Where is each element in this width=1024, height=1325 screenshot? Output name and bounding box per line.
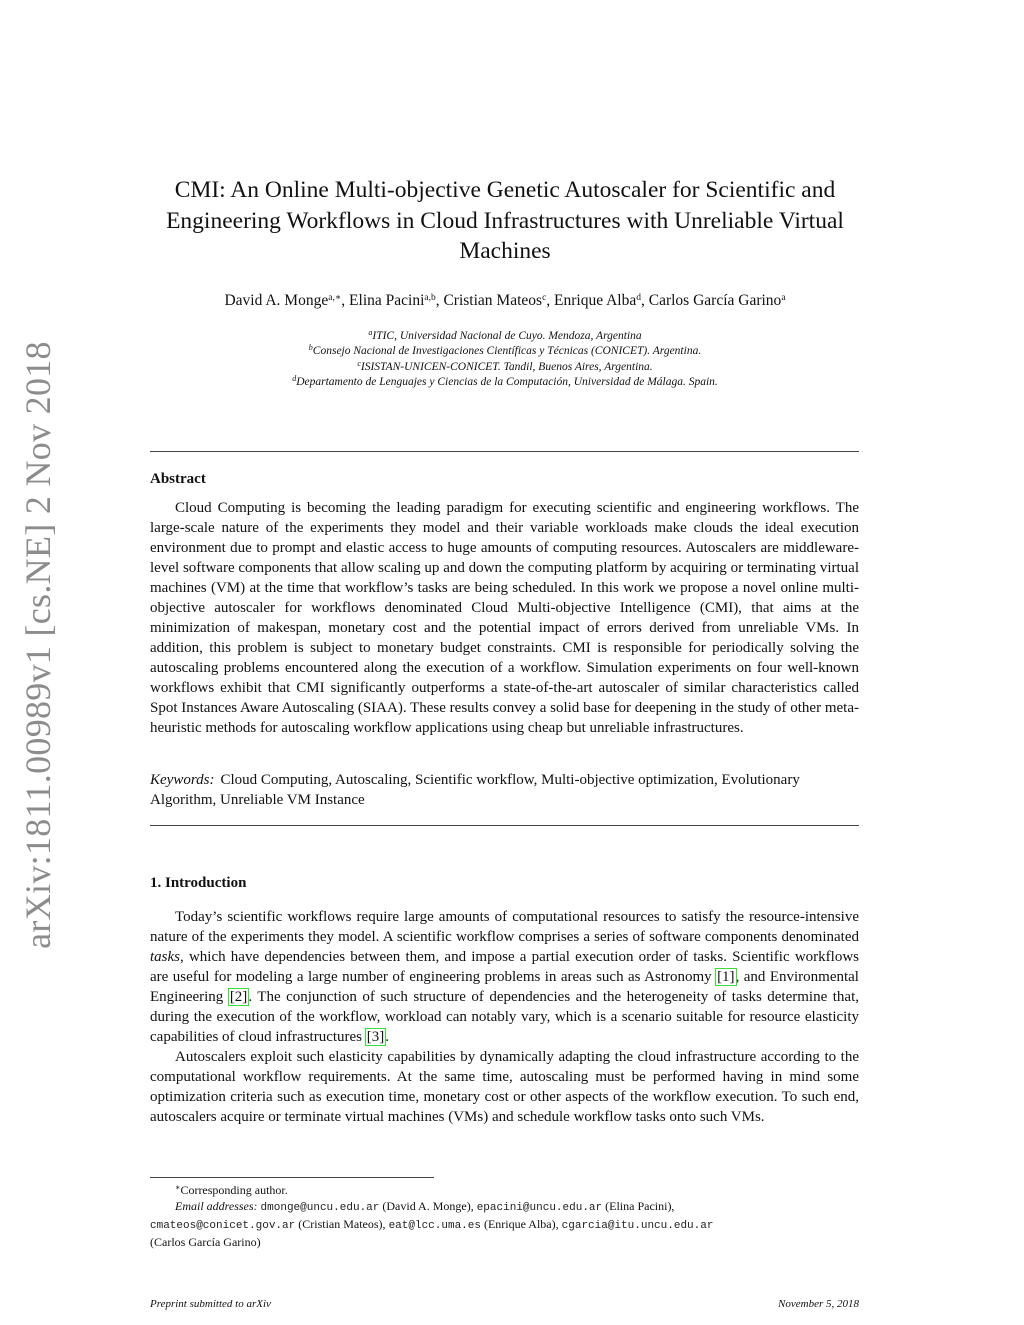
introduction-heading: 1. Introduction xyxy=(150,875,247,891)
affiliation-text: ITIC, Universidad Nacional de Cuyo. Mendoza, Argentina xyxy=(372,330,642,342)
affiliation-text: ISISTAN-UNICEN-CONICET. Tandil, Buenos Aires, Argentina. xyxy=(360,360,653,373)
paragraph-text: , and Environmental Engineering xyxy=(150,969,859,1005)
page-footer xyxy=(150,1297,859,1311)
author-separator: , xyxy=(641,292,649,309)
abstract-bottom-rule xyxy=(150,825,859,826)
affiliation-list xyxy=(150,329,860,390)
affiliation xyxy=(150,344,860,359)
author-affil-mark: c xyxy=(542,293,547,303)
introduction-paragraph-1 xyxy=(150,907,859,1047)
author-name: Elina Pacini xyxy=(349,292,425,309)
keywords-label: Keywords: xyxy=(150,772,215,788)
email-link[interactable]: cmateos@conicet.gov.ar xyxy=(150,1220,296,1232)
title-line: Engineering Workflows in Cloud Infrastructures with Unreliable Virtual xyxy=(166,207,844,234)
affiliation-mark: b xyxy=(308,343,313,353)
affiliation-text: Departamento de Lenguajes y Ciencias de la Computación, Universidad de Málaga. Spain. xyxy=(296,375,718,388)
author-affil-mark: a,b xyxy=(424,293,436,303)
author-separator: , xyxy=(546,292,555,309)
footnote-mark: ∗ xyxy=(175,1183,181,1192)
footnote-emails-line-3: (Carlos García Garino) xyxy=(150,1235,261,1249)
paragraph-text: . xyxy=(385,1029,390,1045)
affiliation-text: Consejo Nacional de Investigaciones Científicas y Técnicas (CONICET). Argentina. xyxy=(312,345,702,358)
author-name: Carlos García Garino xyxy=(648,292,782,309)
title-line: CMI: An Online Multi-objective Genetic Autoscaler for Scientific and xyxy=(174,177,836,203)
citation-link-3[interactable]: [3] xyxy=(366,1029,385,1045)
email-owner: (Enrique Alba), xyxy=(483,1217,559,1231)
abstract-heading: Abstract xyxy=(150,471,206,487)
introduction-paragraph-2: Autoscalers exploit such elasticity capabilities by dynamically adapting the cloud infrastructure according to the computational workflow requirements. At the same time, autoscaling must be performed having in mind some optimization criteria such as execution time, monetary cost or other aspects of the workflow execution. To such end, autoscalers acquire or terminate virtual machines (VMs) and schedule workflow tasks onto such VMs. xyxy=(150,1049,859,1125)
email-link[interactable]: cgarcia@itu.uncu.edu.ar xyxy=(561,1220,714,1232)
author-affil-mark: a xyxy=(781,293,786,303)
paragraph-emphasis: tasks xyxy=(150,949,180,965)
email-owner: (David A. Monge), xyxy=(382,1199,474,1213)
footnote-corresponding xyxy=(150,1182,859,1198)
email-link[interactable]: eat@lcc.uma.es xyxy=(388,1220,481,1232)
author-affil-mark: a,∗ xyxy=(328,293,342,303)
footer-preprint-note: Preprint submitted to arXiv xyxy=(150,1298,271,1310)
author-separator: , xyxy=(341,292,350,309)
author-name: Cristian Mateos xyxy=(443,292,543,309)
footer-date: November 5, 2018 xyxy=(778,1298,859,1310)
email-owner: (Cristian Mateos), xyxy=(298,1217,386,1231)
email-link[interactable]: epacini@uncu.edu.ar xyxy=(476,1202,603,1214)
author-list xyxy=(150,291,860,311)
email-owner: (Elina Pacini), xyxy=(605,1199,675,1213)
affiliation-mark: c xyxy=(357,358,361,368)
abstract-text: Cloud Computing is becoming the leading paradigm for executing scientific and engineering workflows. The large-scale nature of the experiments they model and their variable workloads make clouds the ideal execution environment due to prompt and elastic access to huge amounts of computing resources. Autoscalers are middleware-level software components that allow scaling up and down the computing platform by acquiring or terminating virtual machines (VM) at the time that workflow’s tasks are being scheduled. In this work we propose a novel online multi-objective autoscaler for workflows denominated Cloud Multi-objective Intelligence (CMI), that aims at the minimization of makespan, monetary cost and the potential impact of errors derived from unreliable VMs. In addition, this problem is subject to monetary budget constraints. CMI is responsible for periodically solving the autoscaling problems encountered along the execution of a workflow. Simulation experiments on four well-known workflows exhibit that CMI significantly outperforms a state-of-the-art autoscaler of similar characteristics called Spot Instances Aware Autoscaling (SIAA). These results convey a solid base for deepening in the study of other meta-heuristic methods for autoscaling workflow applications using cheap but unreliable infrastructures. xyxy=(150,500,859,736)
paragraph-text: , which have dependencies between them, and impose a partial execution order of tasks. Scientific workflows are useful for modeling a large number of engineering problems in areas such as Astronomy xyxy=(150,949,859,985)
email-label: Email addresses: xyxy=(175,1199,258,1213)
affiliation xyxy=(150,329,860,344)
abstract-top-rule xyxy=(150,451,859,452)
citation-link-1[interactable]: [1] xyxy=(717,969,735,985)
citation-link-2[interactable]: [2] xyxy=(229,989,248,1005)
keywords xyxy=(150,770,859,810)
keywords-text: Cloud Computing, Autoscaling, Scientific workflow, Multi-objective optimization, Evolutionary Algorithm, Unreliable VM Instance xyxy=(150,772,800,808)
affiliation xyxy=(150,360,860,375)
email-link[interactable]: dmonge@uncu.edu.ar xyxy=(260,1202,380,1214)
author-name: Enrique Alba xyxy=(554,292,637,309)
footnote-emails-line-1 xyxy=(150,1198,859,1216)
author-name: David A. Monge xyxy=(224,292,329,309)
affiliation-mark: a xyxy=(368,328,373,337)
author-affil-mark: d xyxy=(636,293,641,303)
footnote-rule xyxy=(150,1177,434,1178)
footnote-text: Corresponding author. xyxy=(180,1183,288,1197)
affiliation xyxy=(150,375,860,390)
paper-title xyxy=(140,175,870,267)
arxiv-stamp-text: arXiv:1811.00989v1 [cs.NE] 2 Nov 2018 xyxy=(18,340,58,949)
paragraph-text: Today’s scientific workflows require large amounts of computational resources to satisfy the resource-intensive nature of the experiments they model. A scientific workflow comprises a series of software components denominated xyxy=(150,909,859,945)
paragraph-text: . The conjunction of such structure of dependencies and the heterogeneity of tasks determine that, during the execution of the workflow, workload can notably vary, which is a scenario suitable for resource elasticity capabilities of cloud infrastructures xyxy=(150,989,859,1045)
author-separator: , xyxy=(435,292,444,309)
arxiv-stamp xyxy=(14,340,62,949)
footnote-emails-line-2 xyxy=(150,1216,859,1234)
title-line: Machines xyxy=(459,238,551,264)
footnote xyxy=(150,1182,859,1250)
affiliation-mark: d xyxy=(292,373,297,383)
